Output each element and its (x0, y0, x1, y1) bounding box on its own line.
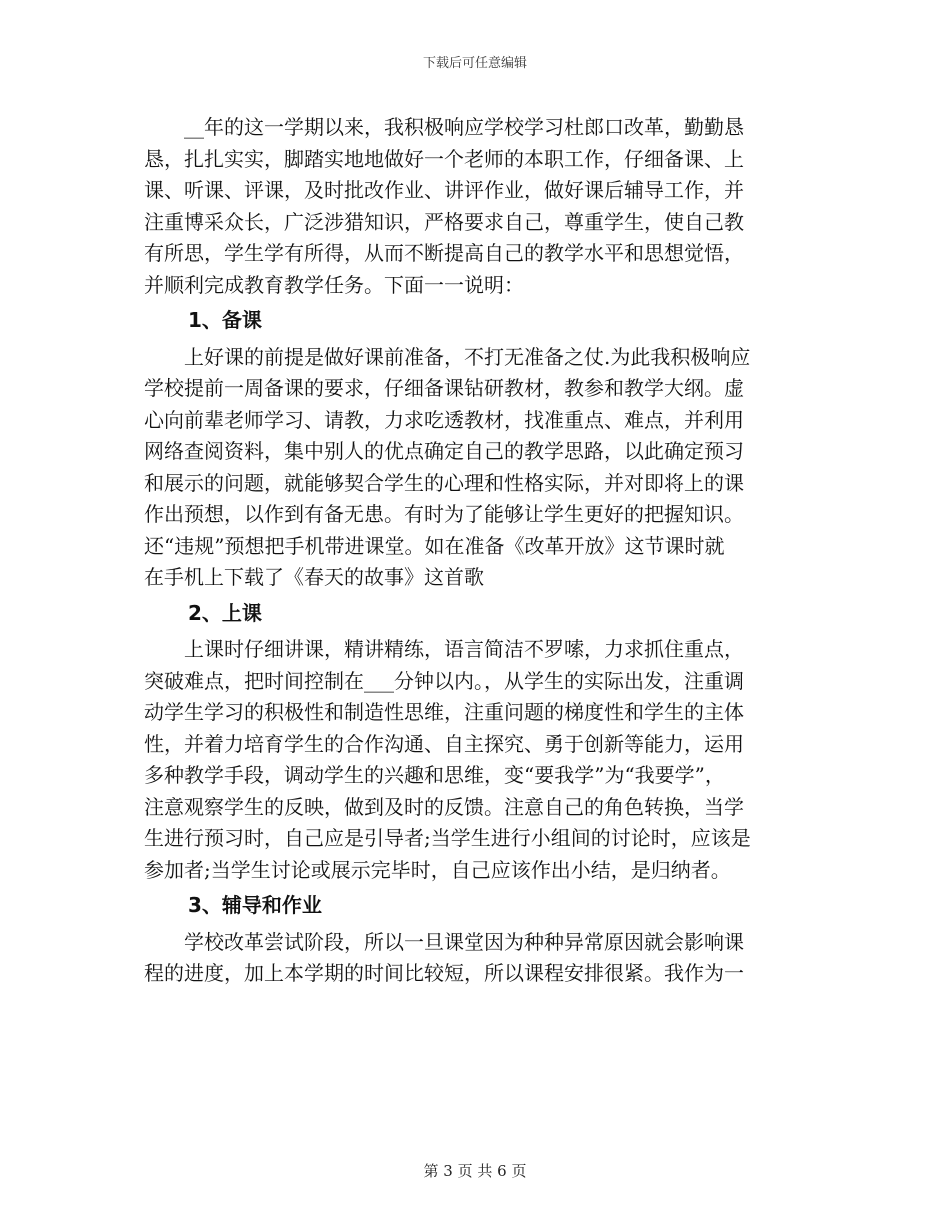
document-body (144, 112, 834, 990)
text-line: 课、听课、评课，及时批改作业、讲评作业，做好课后辅导工作，并 (144, 178, 744, 202)
text-line: 心向前辈老师学习、请教，力求吃透教材，找准重点、难点，并利用 (144, 407, 744, 432)
text-line: 作出预想，以作到有备无患。有时为了能够让学生更好的把握知识。 (144, 502, 744, 526)
intro-paragraph (144, 112, 834, 301)
text-line: 性，并着力培育学生的合作沟通、自主探究、勇于创新等能力，运用 (144, 731, 744, 756)
text-line: 动学生学习的积极性和制造性思维，注重问题的梯度性和学生的主体 (144, 700, 744, 724)
text-line: 在手机上下载了《春天的故事》这首歌 (144, 565, 484, 589)
text-line: 学校改革尝试阶段，所以一旦课堂因为种种异常原因就会影响课 (144, 929, 744, 954)
section-paragraph (144, 342, 834, 594)
section-paragraph (144, 634, 834, 886)
text-line: 上好课的前提是做好课前准备，不打无准备之仗.为此我积极响应 (144, 344, 751, 369)
text-line: 程的进度，加上本学期的时间比较短，所以课程安排很紧。我作为一 (144, 961, 744, 985)
page-header: 下载后可任意编辑 (422, 56, 527, 71)
section-teaching (144, 598, 834, 887)
text-line: 突破难点，把时间控制在___分钟以内。，从学生的实际出发，注重调 (144, 668, 744, 693)
text-line: 注意观察学生的反映，做到及时的反馈。注意自己的角色转换，当学 (144, 794, 744, 819)
text-line: 参加者;当学生讨论或展示完毕时，自己应该作出小结，是归纳者。 (144, 857, 731, 882)
text-line: 并顺利完成教育教学任务。下面一一说明： (144, 272, 524, 297)
text-line: 和展示的问题，就能够契合学生的心理和性格实际，并对即将上的课 (144, 470, 744, 495)
text-line: 多种教学手段，调动学生的兴趣和思维，变“要我学”为“我要学”， (144, 763, 725, 787)
text-line: 恳，扎扎实实，脚踏实地地做好一个老师的本职工作，仔细备课、上 (144, 146, 744, 171)
page-number: 第 3 页 共 6 页 (423, 1162, 527, 1180)
section-heading: 3、辅导和作业 (188, 893, 322, 917)
text-line: 有所思，学生学有所得，从而不断提高自己的教学水平和思想觉悟， (144, 241, 744, 265)
section-heading: 1、备课 (188, 308, 262, 332)
text-line: 学校提前一周备课的要求，仔细备课钻研教材，教参和教学大纲。虚 (144, 376, 744, 400)
text-line: 网络查阅资料，集中别人的优点确定自己的教学思路，以此确定预习 (144, 439, 744, 463)
text-line: 还“违规”预想把手机带进课堂。如在准备《改革开放》这节课时就 (144, 533, 725, 558)
text-line: 上课时仔细讲课，精讲精练，语言简洁不罗嗦，力求抓住重点， (144, 637, 744, 661)
section-tutoring-homework (144, 890, 834, 990)
section-lesson-prep (144, 305, 834, 594)
section-heading: 2、上课 (188, 600, 262, 625)
text-line: __年的这一学期以来，我积极响应学校学习杜郎口改革，勤勤恳 (144, 115, 744, 139)
text-line: 注重博采众长，广泛涉猎知识，严格要求自己，尊重学生，使自己教 (144, 209, 744, 234)
section-paragraph (144, 927, 834, 990)
text-line: 生进行预习时，自己应是引导者;当学生进行小组间的讨论时，应该是 (144, 826, 751, 850)
